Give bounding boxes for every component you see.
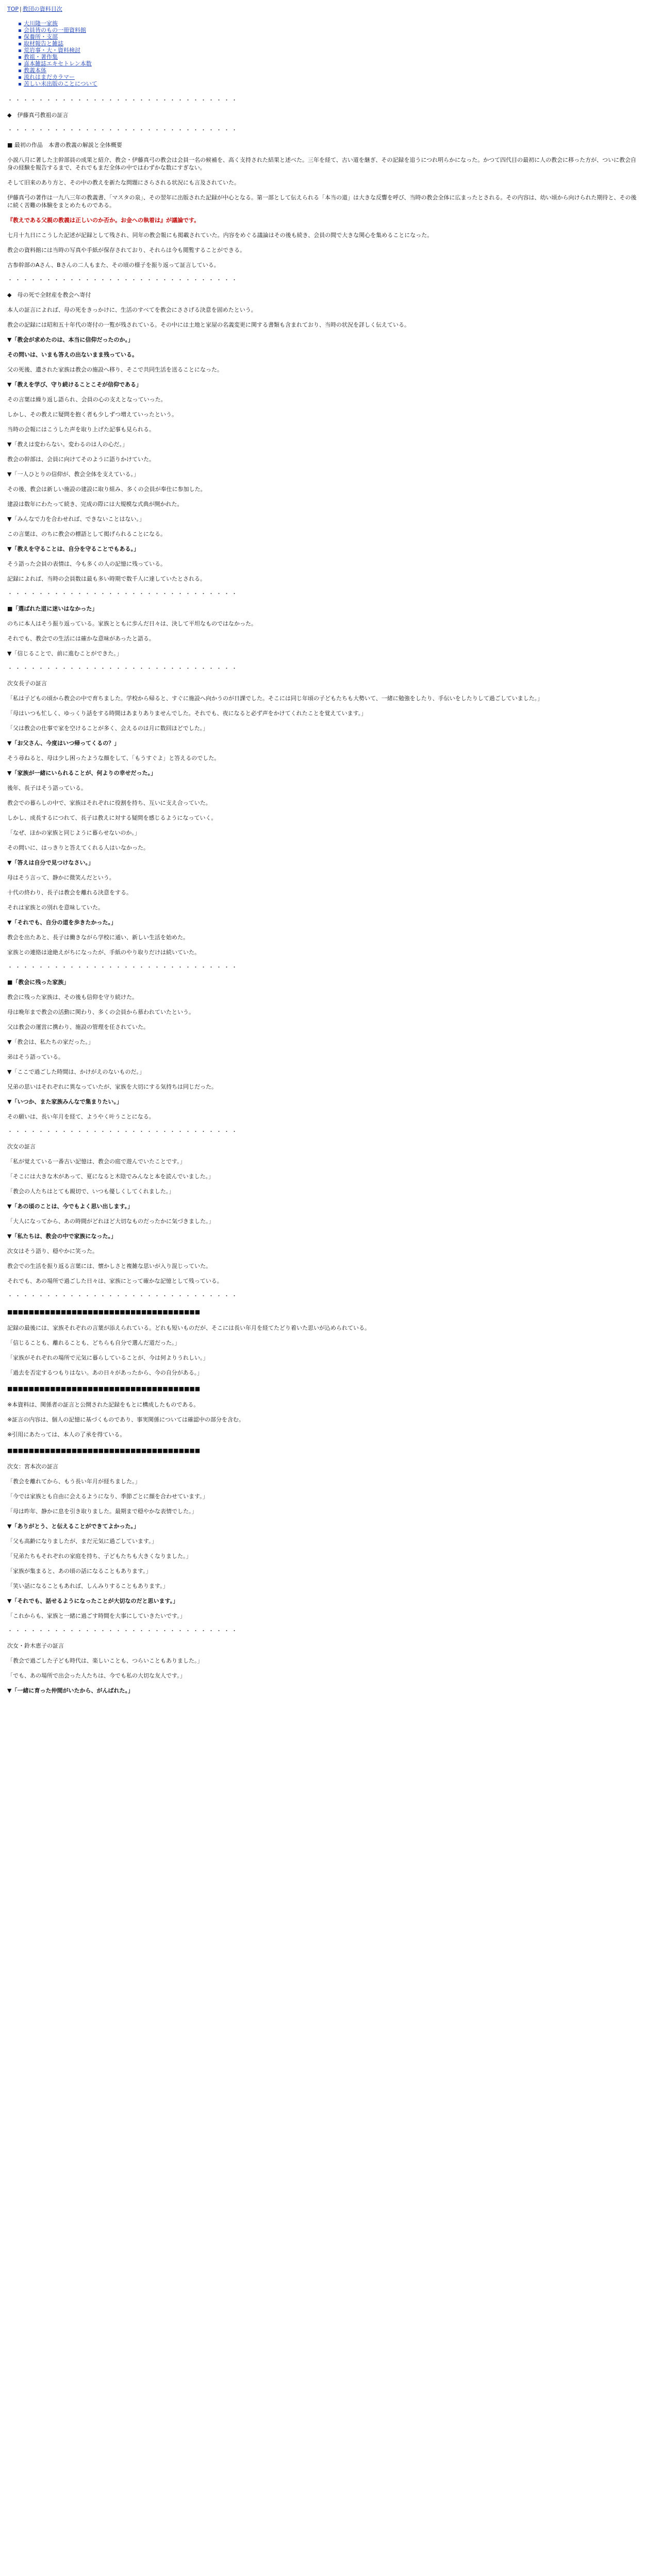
bullet-icon (19, 83, 21, 86)
heavy-divider: ■■■■■■■■■■■■■■■■■■■■■■■■■■■■■■■■■■■■ (7, 1309, 201, 1315)
paragraph: 「今では家族とも自由に会えるようになり、季節ごとに顔を合わせています。」 (7, 1493, 208, 1500)
emphasis-paragraph: ■「教会に残った家族」 (7, 979, 70, 986)
paragraph: この言葉は、のちに教会の標語として掲げられることになる。 (7, 531, 166, 537)
toc-link[interactable]: 荒岩事・大・資料検討 (24, 47, 80, 54)
paragraph: その後、教会は新しい施設の建設に取り組み、多くの会員が奉仕に参加した。 (7, 486, 206, 493)
paragraph: ▼「信じることで、前に進むことができた。」 (7, 650, 122, 657)
paragraph: 「私は子どもの頃から教会の中で育ちました。学校から帰ると、すぐに施設へ向かうのが日課でした。そこには同じ年頃の子どもたちも大勢いて、一緒に勉強をしたり、手伝いをしたりして過ごしていました。」 (7, 695, 543, 702)
toc-link[interactable]: 保養所・支部 (24, 33, 58, 40)
emphasis-paragraph: その問いは、いまも答えの出ないまま残っている。 (7, 351, 138, 358)
paragraph: しかし、成長するにつれて、長子は教えに対する疑問を感じるようになっていく。 (7, 815, 217, 821)
paragraph: 弟はそう語っている。 (7, 1054, 64, 1060)
paragraph: それでも、あの場所で過ごした日々は、家族にとって確かな記憶として残っている。 (7, 1278, 223, 1284)
paragraph: のちに本人はそう振り返っている。家族とともに歩んだ日々は、決して平坦なものではなかった。 (7, 620, 257, 627)
emphasis-paragraph: ▼「それでも、話せるようになったことが大切なのだと思います。」 (7, 1598, 179, 1604)
paragraph: 「兄弟たちもそれぞれの家庭を持ち、子どもたちも大きくなりました。」 (7, 1553, 192, 1560)
emphasis-paragraph: ▼「ありがとう、と伝えることができてよかった。」 (7, 1523, 139, 1530)
toc-link[interactable]: 教義本体 (24, 67, 46, 74)
paragraph: その言葉は繰り返し語られ、会員の心の支えとなっていった。 (7, 396, 167, 403)
paragraph: 「過去を否定するつもりはない。あの日々があったから、今の自分がある。」 (7, 1369, 203, 1376)
paragraph: 「これからも、家族と一緒に過ごす時間を大事にしていきたいです。」 (7, 1613, 186, 1619)
paragraph: 母は晩年まで教会の活動に関わり、多くの会員から慕われていたという。 (7, 1009, 194, 1015)
divider: ・・・・・・・・・・・・・・・・・・・・・・・・・・・・・・ (7, 1628, 239, 1634)
toc-link[interactable]: 取材報告と雑誌 (24, 40, 63, 47)
paragraph: 「教会を離れてから、もう長い年月が経ちました。」 (7, 1478, 141, 1485)
toc-link[interactable]: 会員皆のもの一冊資料館 (24, 27, 86, 33)
paragraph: 「教会の人たちはとても親切で、いつも優しくしてくれました。」 (7, 1188, 175, 1195)
toc-item (19, 40, 640, 47)
paragraph: 「教会で過ごした子ども時代は、楽しいことも、つらいこともありました。」 (7, 1657, 203, 1664)
paragraph: そして旧来のあり方と、その中の教えを新たな問題にさらされる状況にも言及されていた。 (7, 179, 240, 186)
paragraph: 次女の証言 (7, 1143, 36, 1150)
paragraph: 家族との連絡は途絶えがちになったが、手紙のやり取りだけは続いていた。 (7, 949, 200, 956)
paragraph: 小説八月に著した主幹部員の成果と紹介、教会・伊藤真弓の教会は会員一名の候補を、高く支持された結果と述べた。三年を経て、古い道を継ぎ、その記録を追うにつれ明らかになった。かつて四代目の最初に人の教会に移った方が、ついに教会自身の経験を報告するまで、それでもまだ全体の中ではわずかな数にすぎない。 (7, 157, 637, 171)
divider: ・・・・・・・・・・・・・・・・・・・・・・・・・・・・・・ (7, 590, 239, 597)
paragraph: 当時の会報にはこうした声を取り上げた記事も見られる。 (7, 426, 155, 433)
paragraph: 教会の幹部は、会員に向けてそのように語りかけていた。 (7, 456, 155, 463)
bullet-icon (19, 70, 21, 72)
paragraph: 「私が覚えている一番古い記憶は、教会の庭で遊んでいたことです。」 (7, 1158, 186, 1165)
highlight-text: 『教えである父親の教義は正しいのか否か。お金への執着は』が議論です。 (7, 217, 200, 224)
toc-item (19, 60, 640, 67)
paragraph: 記録の最後には、家族それぞれの言葉が添えられている。どれも短いものだが、そこには長い年月を経てたどり着いた思いが込められている。 (7, 1325, 370, 1331)
bullet-icon (19, 76, 21, 79)
paragraph: そう尋ねると、母は少し困ったような顔をして、「もうすぐよ」と答えるのでした。 (7, 755, 220, 761)
paragraph: ■ 最初の作品 本書の教義の解説と全体概要 (7, 142, 122, 148)
heavy-divider: ■■■■■■■■■■■■■■■■■■■■■■■■■■■■■■■■■■■■ (7, 1385, 201, 1392)
paragraph: 次女長子の証言 (7, 680, 47, 687)
paragraph: 教会に残った家族は、その後も信仰を守り続けた。 (7, 994, 138, 1001)
bullet-icon (19, 23, 21, 25)
paragraph: そう語った会員の表情は、今も多くの人の記憶に残っている。 (7, 561, 166, 567)
bullet-icon (19, 63, 21, 65)
toc-link[interactable]: 大川隆一家族 (24, 20, 58, 27)
breadcrumb-top-link[interactable]: TOP (7, 6, 19, 12)
breadcrumb-separator: | (20, 6, 22, 12)
toc-link[interactable]: 喜本雑誌エキセトレン本数 (24, 60, 92, 67)
emphasis-paragraph: ■「選ばれた道に迷いはなかった」 (7, 605, 98, 612)
paragraph: 「父は教会の仕事で家を空けることが多く、会えるのは月に数回ほどでした。」 (7, 725, 209, 732)
emphasis-paragraph: ▼「いつか、また家族みんなで集まりたい。」 (7, 1098, 122, 1105)
toc-item (19, 80, 640, 87)
heavy-divider: ■■■■■■■■■■■■■■■■■■■■■■■■■■■■■■■■■■■■ (7, 1447, 201, 1454)
toc-item (19, 27, 640, 33)
divider: ・・・・・・・・・・・・・・・・・・・・・・・・・・・・・・ (7, 1128, 239, 1135)
paragraph: 記録によれば、当時の会員数は最も多い時期で数千人に達していたとされる。 (7, 575, 206, 582)
paragraph: 次女・鈴木恵子の証言 (7, 1642, 64, 1649)
toc-item (19, 54, 640, 60)
paragraph: ▼「教えは変わらない。変わるのは人の心だ。」 (7, 441, 128, 448)
toc-link[interactable]: 流れはまだカラマー (24, 74, 75, 80)
paragraph: 「信じることも、離れることも、どちらも自分で選んだ道だった。」 (7, 1340, 180, 1346)
section-title: ◆ 伊藤真弓教祖の証言 (7, 112, 69, 118)
divider: ・・・・・・・・・・・・・・・・・・・・・・・・・・・・・・ (7, 127, 239, 133)
paragraph: 「母はいつも忙しく、ゆっくり話をする時間はあまりありませんでした。それでも、夜になると必ず声をかけてくれたことを覚えています。」 (7, 710, 367, 717)
breadcrumb-current-link[interactable]: 教団の資料目次 (22, 6, 62, 12)
paragraph: ▼「みんなで力を合わせれば、できないことはない。」 (7, 516, 145, 522)
toc-link[interactable]: 苦しい未出版のことについて (24, 80, 97, 87)
bullet-icon (19, 36, 21, 39)
paragraph: ▼「教会は、私たちの家だった。」 (7, 1039, 94, 1045)
emphasis-paragraph: ▼「家族が一緒にいられることが、何よりの幸せだった。」 (7, 770, 156, 776)
emphasis-paragraph: ▼「教えを学び、守り続けることこそが信仰である」 (7, 381, 142, 388)
toc-item (19, 33, 640, 40)
bullet-icon (19, 43, 21, 45)
emphasis-paragraph: ▼「お父さん、今度はいつ帰ってくるの？」 (7, 740, 120, 747)
toc-item (19, 67, 640, 74)
paragraph: 「家族がそれぞれの場所で元気に暮らしていることが、今は何よりうれしい。」 (7, 1354, 209, 1361)
paragraph: 伊藤真弓の著作は一九八三年の教義書、「マスタの泉」、その翌年に出版された記録が中心となる。第一部として伝えられる「本当の道」は大きな反響を呼び、当時の教会全体に広まったとされる。その内容は、幼い頃から向けられた期待と、その後に続く苦難の体験をまとめたものである。 (7, 194, 637, 209)
divider: ・・・・・・・・・・・・・・・・・・・・・・・・・・・・・・ (7, 665, 239, 672)
paragraph: 建設は数年にわたって続き、完成の際には大規模な式典が開かれた。 (7, 501, 183, 507)
paragraph: ※証言の内容は、個人の記憶に基づくものであり、事実関係については確認中の部分を含む。 (7, 1416, 244, 1423)
paragraph: 「父も高齢になりましたが、まだ元気に過ごしています。」 (7, 1538, 157, 1545)
paragraph: ▼「一人ひとりの信仰が、教会全体を支えている。」 (7, 471, 139, 478)
article-body (7, 194, 640, 1694)
paragraph: 「そこには大きな木があって、夏になると木陰でみんなと本を読んでいました。」 (7, 1173, 214, 1180)
paragraph: 母はそう言って、静かに微笑んだという。 (7, 874, 115, 881)
toc-item (19, 74, 640, 80)
toc-link[interactable]: 教祖・著作集 (24, 54, 58, 60)
paragraph: 「でも、あの場所で出会った人たちは、今でも私の大切な友人です。」 (7, 1672, 186, 1679)
divider: ・・・・・・・・・・・・・・・・・・・・・・・・・・・・・・ (7, 1293, 239, 1299)
paragraph: 十代の終わり、長子は教会を離れる決意をする。 (7, 889, 132, 896)
toc-item (19, 47, 640, 54)
paragraph: 「なぜ、ほかの家族と同じように暮らせないのか。」 (7, 829, 140, 836)
divider: ・・・・・・・・・・・・・・・・・・・・・・・・・・・・・・ (7, 277, 239, 283)
bullet-icon (19, 49, 21, 52)
paragraph: 七月十九日にこうした記述が記録として残され、同年の教会報にも掲載されていた。内容をめぐる議論はその後も続き、会員の間で大きな関心を集めることになった。 (7, 232, 433, 239)
divider: ・・・・・・・・・・・・・・・・・・・・・・・・・・・・・・ (7, 964, 239, 971)
paragraph: 兄弟の思いはそれぞれに異なっていたが、家族を大切にする気持ちは同じだった。 (7, 1083, 217, 1090)
paragraph: 次女はそう語り、穏やかに笑った。 (7, 1248, 98, 1255)
breadcrumb (7, 5, 640, 13)
paragraph: ※本資料は、関係者の証言と公開された記録をもとに構成したものである。 (7, 1401, 200, 1408)
paragraph: 教会の記録には昭和五十年代の寄付の一覧が残されている。その中には土地と家屋の名義変更に関する書類も含まれており、当時の状況を詳しく伝えている。 (7, 321, 410, 328)
paragraph: その願いは、長い年月を経て、ようやく叶うことになる。 (7, 1113, 155, 1120)
paragraph: 教会の資料館には当時の写真や手紙が保存されており、それらは今も閲覧することができる。 (7, 247, 245, 253)
paragraph: 教会を出たあと、長子は働きながら学校に通い、新しい生活を始めた。 (7, 934, 189, 941)
paragraph: 父の死後、遺された家族は教会の施設へ移り、そこで共同生活を送ることになった。 (7, 366, 223, 373)
divider: ・・・・・・・・・・・・・・・・・・・・・・・・・・・・・・ (7, 97, 239, 104)
emphasis-paragraph: ▼「教えを守ることは、自分を守ることでもある。」 (7, 546, 139, 552)
paragraph: 教会での生活を振り返る言葉には、懐かしさと複雑な思いが入り混じっていた。 (7, 1263, 211, 1269)
paragraph: それは家族との別れを意味していた。 (7, 904, 104, 911)
paragraph: 古参幹部のAさん、Bさんの二人もまた、その頃の様子を振り返って証言している。 (7, 262, 220, 268)
paragraph: その問いに、はっきりと答えてくれる人はいなかった。 (7, 844, 149, 851)
paragraph: 教会での暮らしの中で、家族はそれぞれに役割を持ち、互いに支え合っていた。 (7, 800, 211, 806)
bullet-icon (19, 56, 21, 59)
emphasis-paragraph: ▼「あの頃のことは、今でもよく思い出します。」 (7, 1203, 134, 1210)
toc-item (19, 20, 640, 27)
table-of-contents (19, 20, 640, 87)
paragraph: 「大人になってから、あの時間がどれほど大切なものだったかに気づきました。」 (7, 1218, 214, 1225)
paragraph: 後年、長子はそう語っている。 (7, 785, 87, 791)
paragraph: ※引用にあたっては、本人の了承を得ている。 (7, 1431, 126, 1438)
paragraph: 「家族が集まると、あの頃の話になることもあります。」 (7, 1568, 152, 1574)
emphasis-paragraph: ▼「私たちは、教会の中で家族になった。」 (7, 1233, 117, 1240)
emphasis-paragraph: ▼「教会が求めたのは、本当に信仰だったのか。」 (7, 336, 134, 343)
paragraph: しかし、その教えに疑問を抱く者も少しずつ増えていったという。 (7, 411, 177, 418)
paragraph: 父は教会の運営に携わり、施設の管理を任されていた。 (7, 1024, 149, 1030)
emphasis-paragraph: ▼「それでも、自分の道を歩きたかった。」 (7, 919, 117, 926)
paragraph: ▼「ここで過ごした時間は、かけがえのないものだ。」 (7, 1069, 145, 1075)
paragraph: 次女：宮本次の証言 (7, 1463, 58, 1470)
paragraph: 本人の証言によれば、母の死をきっかけに、生活のすべてを教会にささげる決意を固めたという。 (7, 307, 257, 313)
emphasis-paragraph: ▼「一緒に育った仲間がいたから、がんばれた。」 (7, 1687, 134, 1694)
paragraph: 「笑い話になることもあれば、しんみりすることもあります。」 (7, 1583, 169, 1589)
paragraph: それでも、教会での生活には確かな意味があったと語る。 (7, 635, 155, 642)
paragraph: 「母は昨年、静かに息を引き取りました。最期まで穏やかな表情でした。」 (7, 1508, 197, 1515)
emphasis-paragraph: ▼「答えは自分で見つけなさい。」 (7, 859, 94, 866)
bullet-icon (19, 29, 21, 32)
paragraph: ◆ 母の死で全財産を教会へ寄付 (7, 292, 91, 298)
